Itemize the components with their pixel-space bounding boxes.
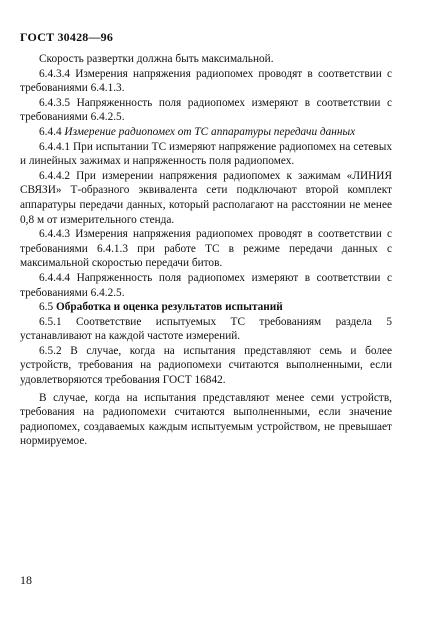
- section-heading-6-4-4: [20, 125, 392, 140]
- paragraph-6-4-3-5: 6.4.3.5 Напряженность поля радиопомех измеряют в соответствии с требованиями 6.4.2.5.: [20, 96, 392, 124]
- document-header: ГОСТ 30428—96: [20, 30, 114, 44]
- section-heading-6-5: [20, 300, 392, 315]
- paragraph-6-4-4-2: 6.4.4.2 При измерении напряжения радиопомех к зажимам «ЛИНИЯ СВЯЗИ» Т-образного эквивалента сети подключают второй комплект аппаратуры передачи данных, который располагают на расстоянии не менее 0,8 м от измерительного стенда.: [20, 169, 392, 226]
- paragraph-sweep-speed: Скорость развертки должна быть максимальной.: [39, 53, 274, 65]
- paragraph-6-4-4-4: 6.4.4.4 Напряженность поля радиопомех измеряют в соответствии с требованиями 6.4.2.5.: [20, 271, 392, 299]
- section-number-6-4-4: 6.4.4: [39, 125, 62, 138]
- paragraph-fewer-devices: В случае, когда на испытания представляют менее семи устройств, требования на радиопомехи считаются выполненными, если значение радиопомех, создаваемых каждым испытуемым устройством, не превышает нормируемое.: [20, 391, 392, 448]
- section-title-6-4-4: Измерение радиопомех от ТС аппаратуры передачи данных: [64, 125, 356, 138]
- section-number-6-5: 6.5: [39, 301, 54, 314]
- paragraph-6-4-4-1: 6.4.4.1 При испытании ТС измеряют напряжение радиопомех на сетевых и линейных зажимах и напряженность поля радиопомех.: [20, 140, 392, 168]
- document-body: [20, 52, 392, 449]
- paragraph-6-4-3-4: 6.4.3.4 Измерения напряжения радиопомех проводят в соответствии с требованиями 6.4.1.3.: [20, 67, 392, 95]
- paragraph-6-5-2: 6.5.2 В случае, когда на испытания представляют семь и более устройств, требования на радиопомехи считаются выполненными, если удовлетворяются требования ГОСТ 16842.: [20, 344, 392, 387]
- paragraph-6-5-1: 6.5.1 Соответствие испытуемых ТС требованиям раздела 5 устанавливают на каждой частоте измерений.: [20, 315, 392, 343]
- section-title-6-5: Обработка и оценка результатов испытаний: [55, 301, 283, 314]
- paragraph-6-4-4-3: 6.4.4.3 Измерения напряжения радиопомех проводят в соответствии с требованиями 6.4.1.3 при работе ТС в режиме передачи данных с максимальной скоростью передачи битов.: [20, 228, 392, 270]
- page-number: 18: [20, 573, 32, 587]
